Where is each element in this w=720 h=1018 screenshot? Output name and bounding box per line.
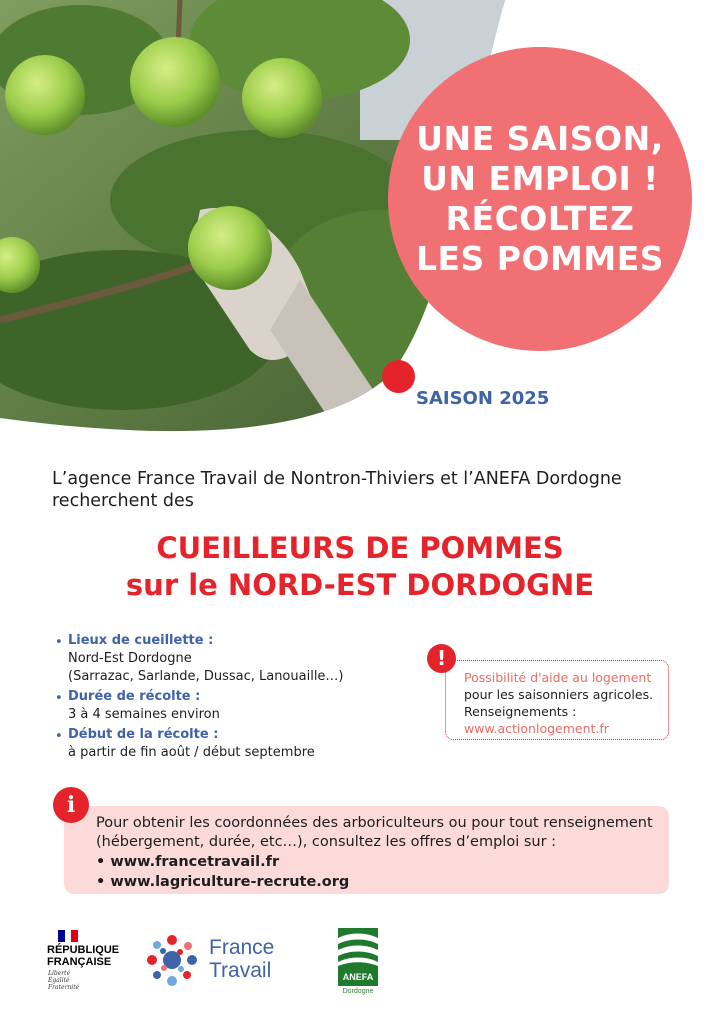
badge-line-3: RÉCOLTEZ (445, 199, 635, 238)
housing-link[interactable]: www.actionlogement.fr (464, 721, 609, 736)
headline-badge (388, 47, 692, 351)
headline-line-2: sur le NORD-EST DORDOGNE (125, 568, 595, 602)
intro-line-2: recherchent des (52, 491, 194, 511)
info-icon: i (53, 787, 89, 823)
season-label: SAISON 2025 (416, 388, 550, 409)
intro-line-1: L’agence France Travail de Nontron-Thiviers et l’ANEFA Dordogne (52, 469, 622, 489)
detail-value: 3 à 4 semaines environ (68, 707, 220, 722)
rf-line-1: RÉPUBLIQUE (47, 944, 120, 956)
headline-line-1: CUEILLEURS DE POMMES (156, 531, 564, 565)
detail-value: (Sarrazac, Sarlande, Dussac, Lanouaille…) (68, 669, 344, 684)
badge-line-4: LES POMMES (415, 239, 665, 278)
ft-line-2: Travail (209, 959, 272, 982)
rf-motto (48, 970, 79, 991)
france-travail-logo-icon (140, 928, 204, 992)
motto-1: Liberté (48, 970, 71, 977)
badge-line-2: UN EMPLOI ! (421, 159, 659, 198)
anefa-label: ANEFA (342, 972, 374, 982)
detail-item-start (55, 726, 415, 762)
anefa-logo (338, 928, 378, 986)
bullet-icon: • (55, 635, 63, 650)
badge-line-1: UNE SAISON, (416, 119, 664, 158)
note-line-1: Pour obtenir les coordonnées des arboriculteurs ou pour tout renseignement (96, 815, 653, 831)
housing-line-1: Possibilité d'aide au logement (464, 670, 652, 685)
note-line-2: (hébergement, durée, etc…), consultez les offres d’emploi sur : (96, 834, 557, 850)
decorative-dot (382, 360, 415, 393)
detail-label: Durée de récolte : (68, 689, 201, 704)
housing-aid-box (445, 660, 669, 740)
footer-logos (0, 920, 720, 1018)
detail-value: à partir de fin août / début septembre (68, 745, 315, 760)
detail-value: Nord-Est Dordogne (68, 651, 192, 666)
link-francetravail[interactable]: • www.francetravail.fr (96, 854, 280, 870)
detail-label: Début de la récolte : (68, 727, 219, 742)
france-travail-logo (209, 936, 274, 982)
motto-2: Égalité (48, 977, 70, 984)
bullet-icon: • (55, 729, 63, 744)
detail-item-duration (55, 688, 415, 724)
french-flag-icon (58, 930, 78, 942)
ft-line-1: France (209, 936, 275, 959)
housing-line-2: pour les saisonniers agricoles. (464, 687, 654, 702)
rf-line-2: FRANÇAISE (47, 956, 112, 968)
job-details-list (55, 632, 415, 764)
info-note-box (64, 806, 669, 894)
link-lagriculture-recrute[interactable]: • www.lagriculture-recrute.org (96, 874, 350, 890)
intro-text (52, 468, 682, 512)
detail-item-location (55, 632, 415, 686)
detail-label: Lieux de cueillette : (68, 633, 214, 648)
republique-francaise-logo (47, 944, 119, 968)
housing-line-3: Renseignements : (464, 704, 577, 719)
bullet-icon: • (55, 691, 63, 706)
anefa-subtitle: Dordogne (342, 988, 374, 995)
exclamation-icon: ! (427, 644, 456, 673)
motto-3: Fraternité (48, 984, 80, 991)
